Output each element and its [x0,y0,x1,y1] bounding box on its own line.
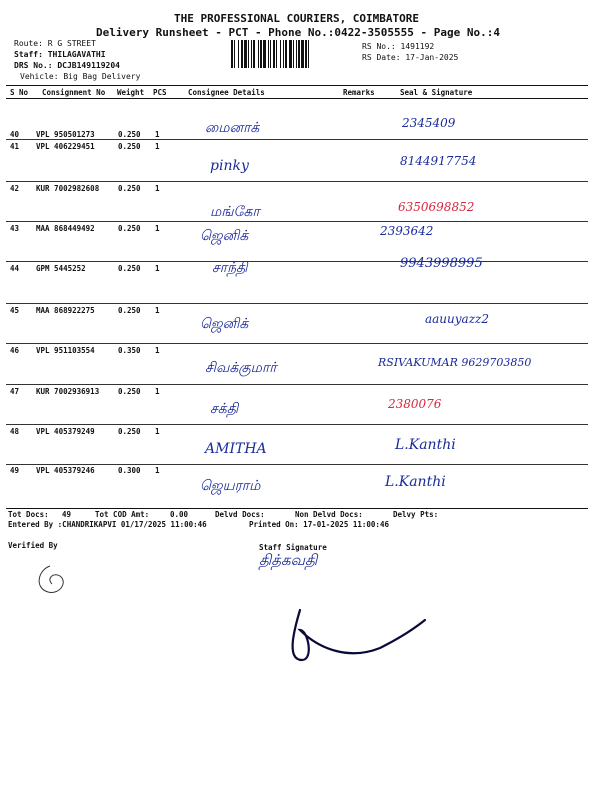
barcode-image [231,40,356,68]
row-consignee-handwritten: AMITHA [205,441,267,457]
row-consignment-no: VPL 405379249 [36,427,95,436]
row-divider [6,261,588,262]
row-signature-handwritten: 6350698852 [398,200,475,214]
staff-handwritten-signature: தித்கவதி [259,551,318,569]
row-consignee-handwritten: ஜெனிக் [200,228,249,244]
row-divider [6,303,588,304]
rs-date: RS Date: 17-Jan-2025 [362,53,459,62]
row-weight: 0.250 [118,387,141,396]
tot-docs-label: Tot Docs: [8,510,49,519]
row-consignment-no: GPM 5445252 [36,264,86,273]
row-pcs: 1 [155,224,160,233]
runsheet-subtitle: Delivery Runsheet - PCT - Phone No.:0422-3505555 - Page No.:4 [96,26,500,39]
row-weight: 0.250 [118,427,141,436]
row-pcs: 1 [155,130,160,139]
row-sno: 42 [10,184,20,193]
row-weight: 0.300 [118,466,141,475]
row-weight: 0.250 [118,306,141,315]
verified-scribble [30,560,80,600]
row-weight: 0.250 [118,142,141,151]
entered-by: Entered By :CHANDRIKAPVI 01/17/2025 11:00:46 [8,520,207,529]
vehicle-label: Vehicle: Big Bag Delivery [20,72,141,81]
row-sno: 45 [10,306,20,315]
row-consignee-handwritten: சாந்தி [212,260,248,276]
row-sno: 48 [10,427,20,436]
row-weight: 0.250 [118,184,141,193]
row-sno: 46 [10,346,20,355]
route-label: Route: R G STREET [14,39,96,48]
row-sno: 49 [10,466,20,475]
row-pcs: 1 [155,387,160,396]
row-divider [6,424,588,425]
row-weight: 0.250 [118,264,141,273]
row-consignment-no: MAA 868922275 [36,306,95,315]
row-signature-handwritten: 2393642 [380,224,434,238]
row-divider [6,181,588,182]
row-signature-handwritten: L.Kanthi [395,437,456,453]
row-divider [6,464,588,465]
drs-label: DRS No.: DCJB149119204 [14,61,120,70]
row-divider [6,221,588,222]
row-sno: 44 [10,264,20,273]
col-consignment: Consignment No [42,88,106,97]
col-consignee: Consignee Details [188,88,265,97]
row-signature-handwritten: 9943998995 [400,256,483,271]
col-pcs: PCS [153,88,167,97]
row-pcs: 1 [155,264,160,273]
row-sno: 40 [10,130,20,139]
row-signature-handwritten: 8144917754 [400,154,477,168]
row-pcs: 1 [155,466,160,475]
tot-cod-value: 0.00 [170,510,189,519]
rs-number: RS No.: 1491192 [362,42,435,51]
row-pcs: 1 [155,427,160,436]
row-pcs: 1 [155,346,160,355]
col-remarks: Remarks [343,88,375,97]
col-signature: Seal & Signature [400,88,473,97]
row-pcs: 1 [155,142,160,151]
tot-docs-value: 49 [62,510,72,519]
staff-label: Staff: THILAGAVATHI [14,50,106,59]
tot-cod-label: Tot COD Amt: [95,510,150,519]
row-weight: 0.250 [118,130,141,139]
delvd-docs-label: Delvd Docs: [215,510,265,519]
row-consignee-handwritten: மைனாக் [205,120,260,136]
row-consignee-handwritten: சிவக்குமார் [205,360,277,376]
col-weight: Weight [117,88,145,97]
row-signature-handwritten: 2345409 [402,116,456,130]
row-pcs: 1 [155,184,160,193]
row-pcs: 1 [155,306,160,315]
row-divider [6,384,588,385]
row-weight: 0.250 [118,224,141,233]
row-signature-handwritten: RSIVAKUMAR 9629703850 [378,356,532,369]
staff-stroke-signature [280,590,440,680]
row-consignment-no: MAA 868449492 [36,224,95,233]
row-signature-handwritten: L.Kanthi [385,474,446,490]
row-consignee-handwritten: சக்தி [210,401,239,417]
row-consignee-handwritten: ஜெயராம் [200,478,261,494]
company-name: THE PROFESSIONAL COURIERS, COIMBATORE [174,12,420,25]
printed-on: Printed On: 17-01-2025 11:00:46 [249,520,389,529]
delvy-pts-label: Delvy Pts: [393,510,439,519]
row-sno: 43 [10,224,20,233]
non-delvd-docs-label: Non Delvd Docs: [295,510,363,519]
row-consignment-no: KUR 7002936913 [36,387,100,396]
row-consignee-handwritten: ஜெனிக் [200,316,249,332]
row-weight: 0.350 [118,346,141,355]
row-consignment-no: KUR 7002982608 [36,184,100,193]
row-consignment-no: VPL 950501273 [36,130,95,139]
col-sno: S No [10,88,29,97]
row-consignment-no: VPL 405379246 [36,466,95,475]
row-consignee-handwritten: pinky [210,158,249,174]
row-signature-handwritten: 2380076 [388,397,442,411]
row-divider [6,139,588,140]
row-sno: 47 [10,387,20,396]
row-divider [6,343,588,344]
row-consignee-handwritten: மங்கோ [210,204,260,220]
row-sno: 41 [10,142,20,151]
row-consignment-no: VPL 406229451 [36,142,95,151]
row-signature-handwritten: aauuyazz2 [425,312,489,326]
row-consignment-no: VPL 951103554 [36,346,95,355]
verified-by-label: Verified By [8,541,58,550]
staff-signature-label: Staff Signature [259,543,327,552]
